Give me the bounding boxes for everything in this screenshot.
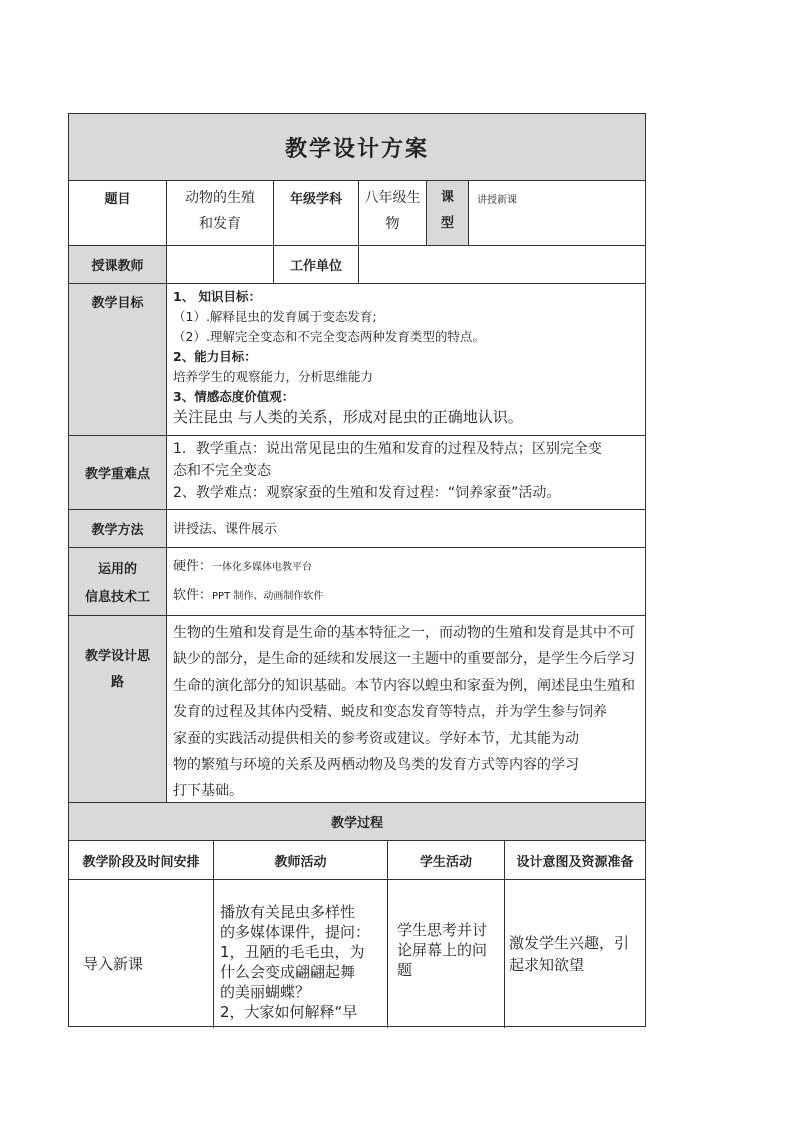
software-label: 软件： — [173, 588, 213, 603]
topic-label: 题目 — [69, 181, 167, 246]
process-header-stage: 教学阶段及时间安排 — [69, 841, 214, 880]
topic-line-2: 和发育 — [199, 216, 241, 232]
design-line: 生命的演化部分的知识基础。本节内容以蝗虫和家蚕为例，阐述昆虫生殖和 — [173, 677, 635, 694]
methods-label: 教学方法 — [69, 510, 167, 548]
unit-value — [359, 246, 646, 284]
process-title: 教学过程 — [69, 803, 646, 841]
objective-line: 3、情感态度价值观： — [173, 389, 295, 404]
software-line — [173, 581, 645, 610]
objectives-label: 教学目标 — [69, 284, 167, 436]
grade-value — [359, 181, 427, 246]
design-line: 物的繁殖与环境的关系及两栖动物及鸟类的发育方式等内容的学习 — [173, 757, 579, 774]
design-line: 生物的生殖和发育是生命的基本特征之一，而动物的生殖和发育是其中不可 — [173, 625, 635, 641]
teacher-activity-line: 2，大家如何解释“早 — [220, 1003, 358, 1021]
teacher-label: 授课教师 — [69, 246, 167, 284]
grade-label: 年级学科 — [274, 181, 359, 246]
grade-line-2: 物 — [385, 216, 400, 232]
student-activity-line: 论屏幕上的问 — [397, 941, 488, 959]
objective-line: 2、能力目标： — [173, 349, 257, 364]
type-label — [427, 181, 469, 246]
design-label-line-1: 教学设计思 — [84, 649, 150, 664]
tech-label-line-1: 运用的 — [97, 562, 137, 577]
software-value: PPT 制作、动画制作软件 — [212, 591, 324, 602]
student-activity-line: 学生思考并讨 — [397, 921, 488, 939]
hardware-value: 一体化多媒体电教平台 — [212, 562, 313, 573]
design-content — [167, 616, 646, 803]
teacher-activity-line: 的美丽蝴蝶？ — [220, 983, 311, 1001]
type-label-line-1: 课 — [440, 190, 454, 205]
lesson-plan-table — [68, 113, 646, 1027]
design-line: 家蚕的实践活动提供相关的参考资或建议。学好本节，尤其能为动 — [173, 730, 579, 747]
process-student-cell — [388, 880, 505, 1028]
unit-label: 工作单位 — [274, 246, 359, 284]
objective-line: （2）.理解完全变态和不完全变态两种发育类型的特点。 — [173, 329, 485, 344]
objective-line: 培养学生的观察能力，分析思维能力 — [173, 369, 374, 384]
student-activity-line: 题 — [397, 961, 413, 979]
key-point-line: 2、教学难点：观察家蚕的生殖和发育过程：“饲养家蚕”活动。 — [173, 485, 561, 501]
page-title: 教学设计方案 — [69, 114, 646, 181]
key-points-label: 教学重难点 — [69, 436, 167, 510]
topic-value — [167, 181, 274, 246]
process-intent-cell — [505, 880, 646, 1028]
process-header-teacher: 教师活动 — [214, 841, 388, 880]
design-line: 打下基础。 — [173, 783, 243, 800]
process-teacher-cell — [214, 880, 388, 1028]
methods-value: 讲授法、课件展示 — [167, 510, 646, 548]
design-label-line-2: 路 — [110, 675, 124, 690]
topic-line-1: 动物的生殖 — [185, 190, 255, 206]
teacher-activity-line: 1，丑陋的毛毛虫，为 — [220, 943, 365, 961]
type-label-line-2: 型 — [440, 216, 454, 231]
design-line: 发育的过程及其体内受精、蜕皮和变态发育等特点，并为学生参与饲养 — [173, 704, 607, 721]
design-label — [69, 616, 167, 803]
grade-line-1: 八年级生 — [364, 190, 421, 206]
process-stage-cell: 导入新课 — [69, 880, 214, 1028]
key-points-content — [167, 436, 646, 510]
teacher-value — [167, 246, 274, 284]
process-header-intent: 设计意图及资源准备 — [505, 841, 646, 880]
teacher-activity-line: 的多媒体课件，提问： — [220, 923, 371, 941]
key-point-line: 态和不完全变态 — [173, 463, 271, 479]
hardware-label: 硬件： — [173, 559, 213, 574]
tech-content — [167, 548, 646, 616]
type-value: 讲授新课 — [469, 181, 646, 246]
tech-label-line-2: 信息技术工 — [84, 590, 150, 605]
objective-line: （1）.解释昆虫的发育属于变态发育; — [173, 309, 377, 324]
objective-line: 关注昆虫 与人类的关系，形成对昆虫的正确地认识。 — [173, 408, 523, 426]
objective-line: 1、 知识目标： — [173, 289, 262, 304]
intent-line: 激发学生兴趣，引 — [509, 934, 630, 952]
hardware-line — [173, 552, 645, 581]
design-line: 缺少的部分，是生命的延续和发展这一主题中的重要部分，是学生今后学习 — [173, 651, 635, 668]
teacher-activity-line: 播放有关昆虫多样性 — [220, 903, 356, 921]
process-header-student: 学生活动 — [388, 841, 505, 880]
teacher-activity-line: 什么会变成翩翩起舞 — [220, 963, 356, 981]
tech-label — [69, 548, 167, 616]
key-point-line: 1．教学重点：说出常见昆虫的生殖和发育的过程及特点；区别完全变 — [173, 441, 602, 457]
objectives-content — [167, 284, 646, 436]
intent-line: 起求知欲望 — [509, 956, 585, 974]
